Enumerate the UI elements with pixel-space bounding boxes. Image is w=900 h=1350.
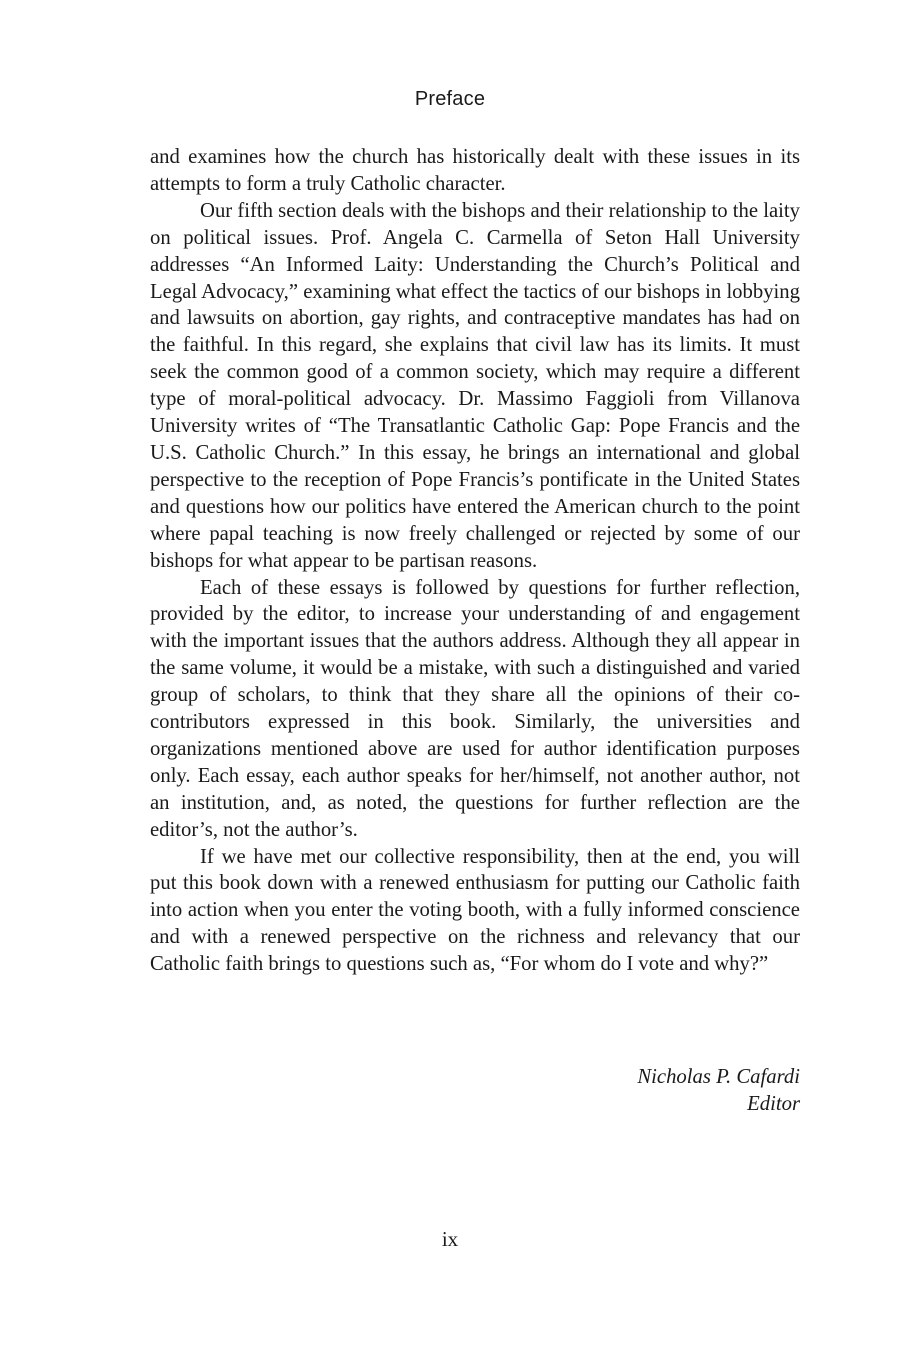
paragraph: Our fifth section deals with the bishops and their relationship to the laity on political issues. Prof. Angela C. Carmella of Seton Hall University addresses “An Informed Laity: Understanding the Church’s Political and Legal Advocacy,” examining what effect the tactics of our bishops in lobbying and lawsuits on abortion, gay rights, and contraceptive mandates has had on the faithful. In this regard, she explains that civil law has its limits. It must seek the common good of a common society, which may require a different type of moral-political advocacy. Dr. Massimo Faggioli from Villanova University writes of “The Transatlantic Catholic Gap: Pope Francis and the U.S. Catholic Church.” In this essay, he brings an international and global perspective to the reception of Pope Francis’s pontificate in the United States and questions how our politics have entered the American church to the point where papal teaching is now freely challenged or rejected by some of our bishops for what appear to be partisan reasons. (150, 199, 800, 572)
paragraph: If we have met our collective responsibility, then at the end, you will put this book down with a renewed enthusiasm for putting our Catholic faith into action when you enter the voting booth, with a fully informed conscience and with a renewed perspective on the richness and relevancy that our Catholic faith brings to questions such as, “For whom do I vote and why?” (150, 845, 800, 976)
signature-role: Editor (747, 1093, 800, 1115)
signature-block (637, 1064, 800, 1118)
page-number: ix (441, 1227, 459, 1251)
body-text (150, 144, 800, 978)
paragraph: and examines how the church has historically dealt with these issues in its attempts to form a truly Catholic character. (150, 146, 800, 195)
running-head: Preface (414, 88, 486, 110)
signature-name: Nicholas P. Cafardi (637, 1066, 800, 1088)
paragraph: Each of these essays is followed by questions for further reflection, provided by the editor, to increase your understanding of and engagement with the important issues that the authors address. Although they all appear in the same volume, it would be a mistake, with such a distinguished and varied group of scholars, to think that they share all the opinions of their co-contributors expressed in this book. Similarly, the universities and organizations mentioned above are used for author identification purposes only. Each essay, each author speaks for her/​himself, not another author, not an institution, and, as noted, the questions for further reflection are the editor’s, not the author’s. (150, 576, 800, 841)
